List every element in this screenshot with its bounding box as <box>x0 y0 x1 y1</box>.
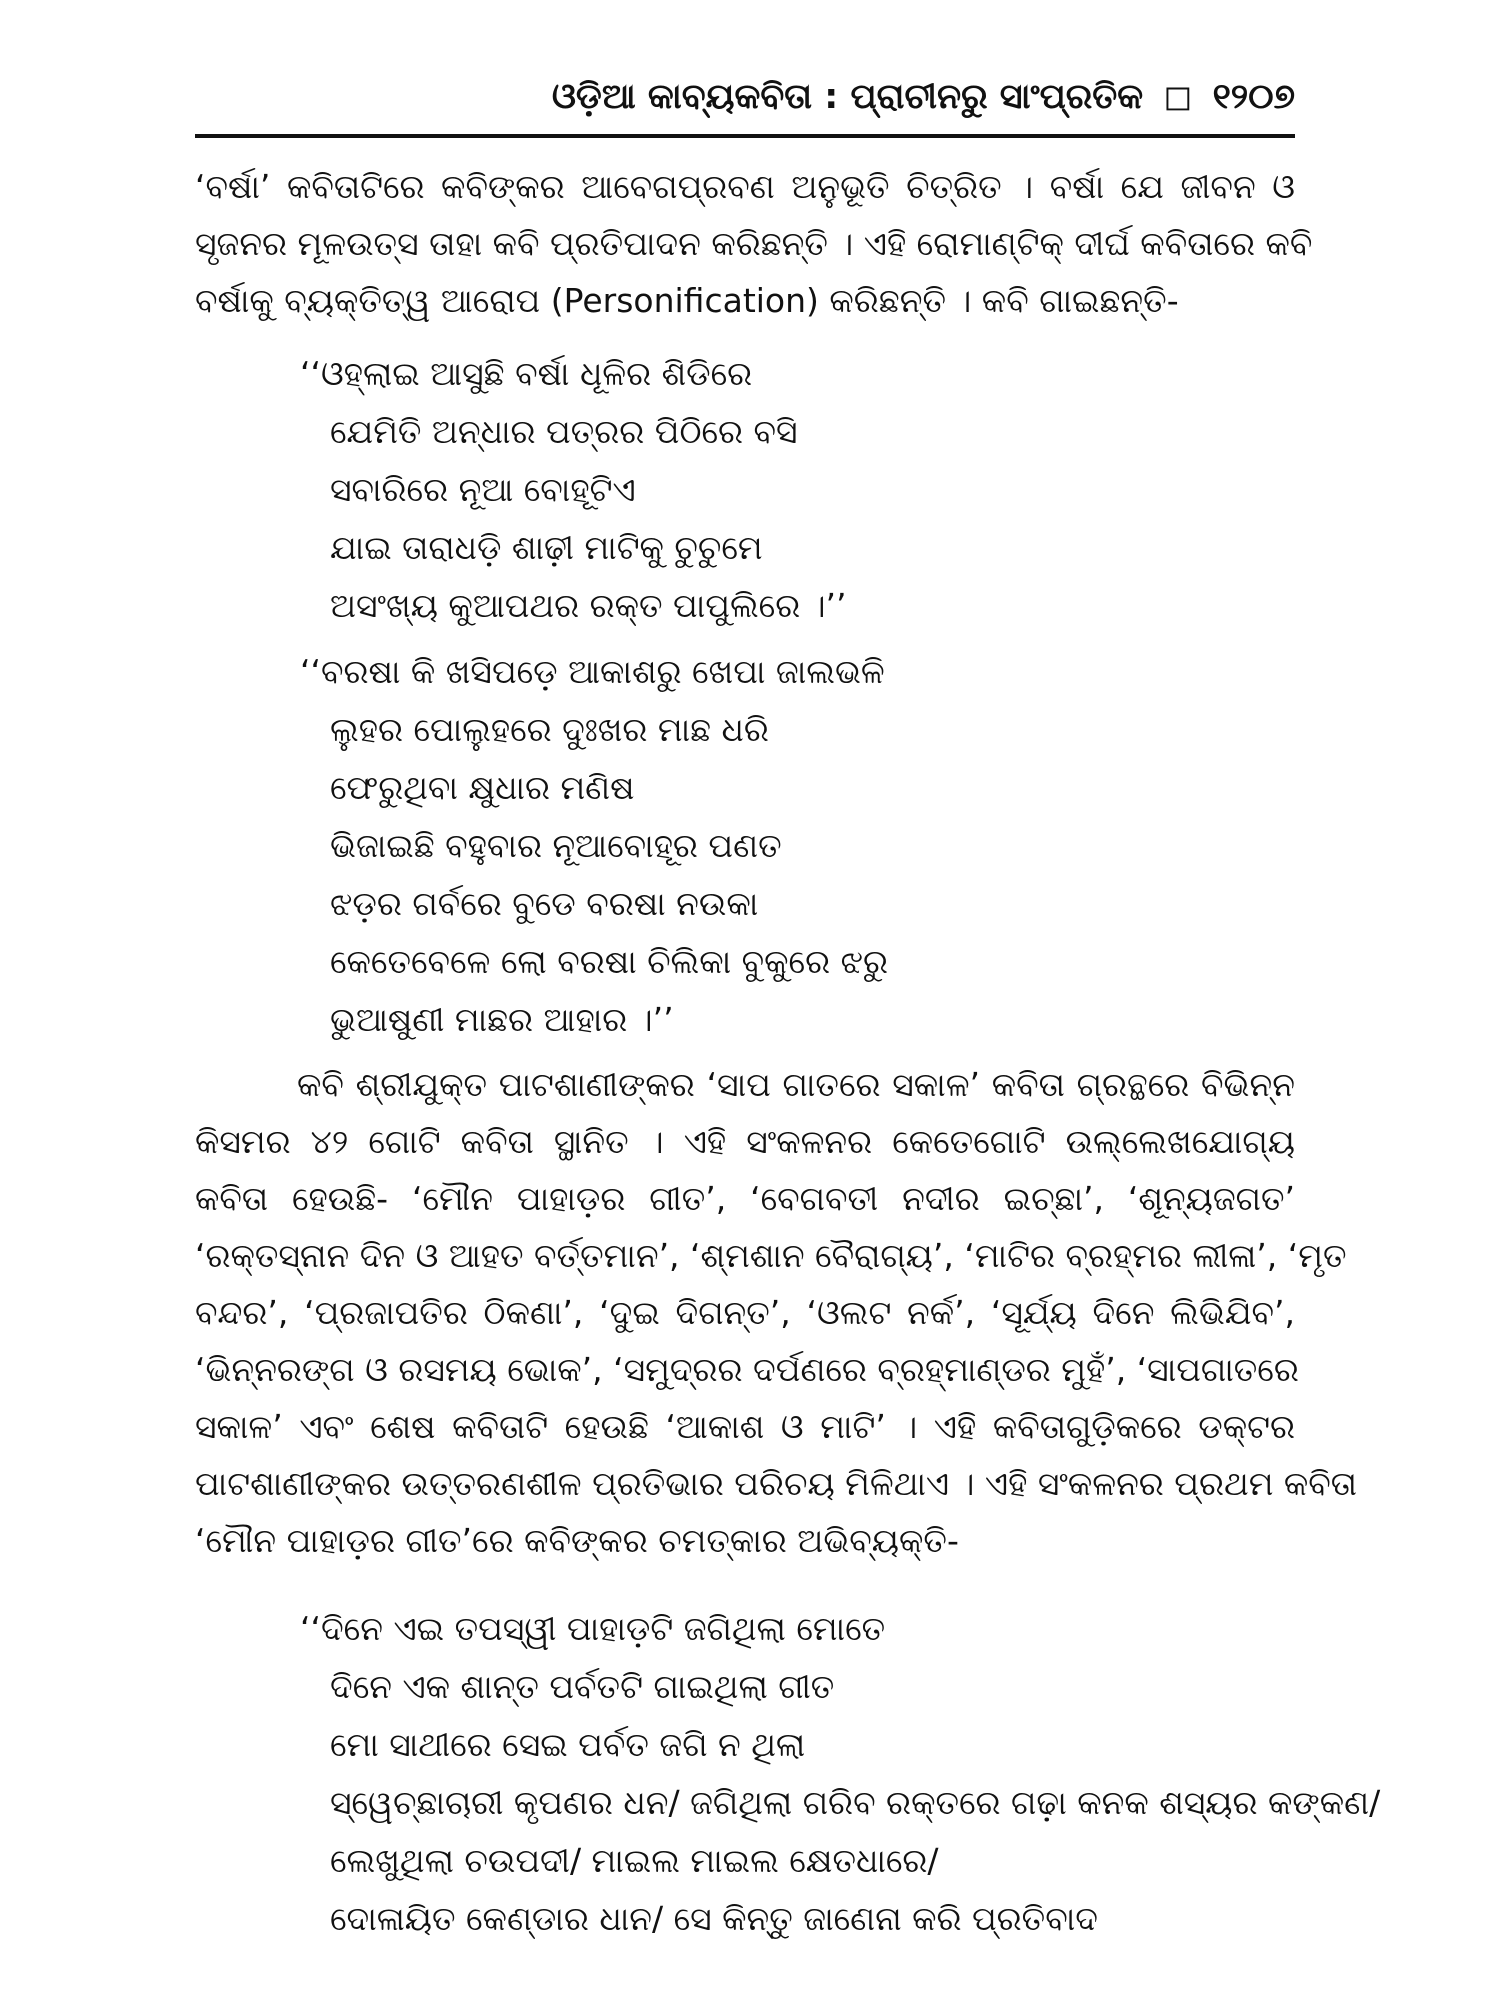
poem-line: ଯେମିତି ଅନ୍ଧାର ପତ୍ରର ପିଠିରେ ବସି <box>330 412 798 451</box>
paragraph-line: ବର୍ଷାକୁ ବ୍ୟକ୍ତିତ୍ୱ ଆରୋପ (Personification) କରିଛନ୍ତି । କବି ଗାଇଛନ୍ତି- <box>195 281 1179 320</box>
poem-line: ଭୁଆଷୁଣୀ ମାଛର ଆହାର ।’’ <box>330 1000 674 1039</box>
poem-line: ଭିଜାଇଛି ବହୁବାର ନୂଆବୋହୂର ପଣତ <box>330 826 782 865</box>
paragraph-line: ‘ଭିନ୍ନରଙ୍ଗ ଓ ରସମୟ ଭୋକ’, ‘ସମୁଦ୍ରର ଦର୍ପଣରେ ବ୍ରହ୍ମାଣ୍ଡର ମୁହଁ’, ‘ସାପଗାତରେ <box>195 1350 1299 1389</box>
poem-line: ଯାଇ ତାରାଧଡ଼ି ଶାଢ଼ୀ ମାଟିକୁ ଚୁଚୁମେ <box>330 528 763 567</box>
poem-stanza-2 <box>300 643 888 1049</box>
running-header <box>195 72 1295 122</box>
poem-line: ସ୍ୱେଚ୍ଛାଚାରୀ କୃପଣର ଧନ/ ଜଗିଥିଲା ଗରିବ ରକ୍ତରେ ଗଢ଼ା କନକ ଶସ୍ୟର କଙ୍କଣ/ <box>330 1783 1381 1822</box>
paragraph-2 <box>195 1056 1357 1569</box>
poem-line: ଫେରୁଥିବା କ୍ଷୁଧାର ମଣିଷ <box>330 768 635 807</box>
paragraph-line: କବିତା ହେଉଛି- ‘ମୌନ ପାହାଡ଼ର ଗୀତ’, ‘ବେଗବତୀ ନଦୀର ଇଚ୍ଛା’, ‘ଶୂନ୍ୟଜଗତ’ <box>195 1179 1295 1218</box>
poem-line: ‘‘ବରଷା କି ଖସିପଡ଼େ ଆକାଶରୁ ଖେପା ଜାଲଭଳି <box>300 652 885 691</box>
poem-line: ସବାରିରେ ନୂଆ ବୋହୂଟିଏ <box>330 470 636 509</box>
poem-line: ଲେଖୁଥିଲା ଚଉପଦୀ/ ମାଇଲ ମାଇଲ କ୍ଷେତଧାରେ/ <box>330 1841 939 1880</box>
paragraph-line: ସକାଳ’ ଏବଂ ଶେଷ କବିତାଟି ହେଉଛି ‘ଆକାଶ ଓ ମାଟି’ । ଏହି କବିତାଗୁଡ଼ିକରେ ଡକ୍ଟର <box>195 1407 1295 1446</box>
paragraph-line: ପାଟଶାଣୀଙ୍କର ଉତ୍ତରଣଶୀଳ ପ୍ରତିଭାର ପରିଚୟ ମିଳିଥାଏ । ଏହି ସଂକଳନର ପ୍ରଥମ କବିତା <box>195 1464 1357 1503</box>
poem-line: ଲୁହର ପୋଲୁହରେ ଦୁଃଖର ମାଛ ଧରି <box>330 710 769 749</box>
poem-line: ‘‘ଦିନେ ଏଇ ତପସ୍ୱୀ ପାହାଡ଼ଟି ଜଗିଥିଲା ମୋତେ <box>300 1609 886 1648</box>
poem-line: କେତେବେଳେ ଲୋ ବରଷା ଚିଲିକା ବୁକୁରେ ଝରୁ <box>330 942 889 981</box>
paragraph-line: କିସମର ୪୨ ଗୋଟି କବିତା ସ୍ଥାନିତ । ଏହି ସଂକଳନର କେତେଗୋଟି ଉଲ୍ଲେଖଯୋଗ୍ୟ <box>195 1122 1295 1161</box>
separator-box-icon: ◻ <box>1163 77 1193 117</box>
running-title: ଓଡ଼ିଆ କାବ୍ୟକବିତା : ପ୍ରାଚୀନରୁ ସାଂପ୍ରତିକ <box>551 77 1144 117</box>
poem-line: ଝଡ଼ର ଗର୍ବରେ ବୁଡେ ବରଷା ନଉକା <box>330 884 759 923</box>
poem-stanza-3 <box>300 1600 1380 1948</box>
page-number: ୧୨୦୭ <box>1212 77 1295 117</box>
paragraph-line: ‘ରକ୍ତସ୍ନାନ ଦିନ ଓ ଆହତ ବର୍ତ୍ତମାନ’, ‘ଶ୍ମଶାନ ବୈରାଗ୍ୟ’, ‘ମାଟିର ବ୍ରହ୍ମର ଲୀଳା’, ‘ମୃତ <box>195 1236 1347 1275</box>
paragraph-line: କବି ଶ୍ରୀଯୁକ୍ତ ପାଟଶାଣୀଙ୍କର ‘ସାପ ଗାତରେ ସକାଳ’ କବିତା ଗ୍ରନ୍ଥରେ ବିଭିନ୍ନ <box>297 1065 1295 1104</box>
paragraph-line: ସୃଜନର ମୂଳଉତ୍ସ ତାହା କବି ପ୍ରତିପାଦନ କରିଛନ୍ତି । ଏହି ରୋମାଣ୍ଟିକ୍ ଦୀର୍ଘ କବିତାରେ କବି <box>195 224 1313 263</box>
poem-line: ‘‘ଓହ୍ଲାଇ ଆସୁଛି ବର୍ଷା ଧୂଳିର ଶିଡିରେ <box>300 354 753 393</box>
paragraph-line: ବନ୍ଦର’, ‘ପ୍ରଜାପତିର ଠିକଣା’, ‘ଦୁଇ ଦିଗନ୍ତ’, ‘ଓଲଟ ନର୍କ’, ‘ସୂର୍ଯ୍ୟ ଦିନେ ଲିଭିଯିବ’, <box>195 1293 1295 1332</box>
poem-line: ଦିନେ ଏକ ଶାନ୍ତ ପର୍ବତଟି ଗାଇଥିଲା ଗୀତ <box>330 1667 835 1706</box>
poem-line: ଅସଂଖ୍ୟ କୁଆପଥର ରକ୍ତ ପାପୁଲିରେ ।’’ <box>330 586 847 625</box>
paragraph-1 <box>195 158 1313 329</box>
paragraph-line: ‘ମୌନ ପାହାଡ଼ର ଗୀତ’ରେ କବିଙ୍କର ଚମତ୍କାର ଅଭିବ୍ୟକ୍ତି- <box>195 1521 959 1560</box>
poem-stanza-1 <box>300 345 847 635</box>
header-rule <box>195 134 1295 138</box>
poem-line: ମୋ ସାଥୀରେ ସେଇ ପର୍ବତ ଜଗି ନ ଥିଲା <box>330 1725 806 1764</box>
paragraph-line: ‘ବର୍ଷା’ କବିତାଟିରେ କବିଙ୍କର ଆବେଗପ୍ରବଣ ଅନୁଭୂତି ଚିତ୍ରିତ । ବର୍ଷା ଯେ ଜୀବନ ଓ <box>195 167 1295 206</box>
poem-line: ଦୋଳାୟିତ କେଣ୍ଡାର ଧାନ/ ସେ କିନ୍ତୁ ଜାଣେନା କରି ପ୍ରତିବାଦ <box>330 1899 1098 1938</box>
